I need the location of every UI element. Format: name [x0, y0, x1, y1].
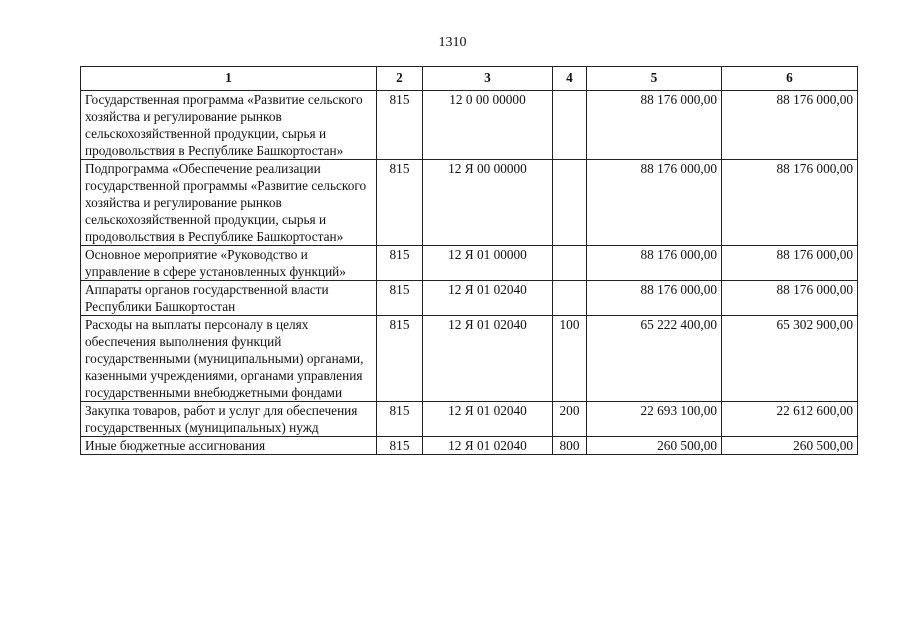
- target-article-code: 12 Я 01 02040: [423, 316, 553, 402]
- target-article-code: 12 Я 01 00000: [423, 246, 553, 281]
- amount-col-6: 88 176 000,00: [722, 281, 858, 316]
- amount-col-6: 22 612 600,00: [722, 402, 858, 437]
- amount-col-6: 88 176 000,00: [722, 160, 858, 246]
- header-col-2: 2: [377, 67, 423, 91]
- table-row: [81, 316, 858, 402]
- header-col-6: 6: [722, 67, 858, 91]
- amount-col-5: 65 222 400,00: [587, 316, 722, 402]
- header-col-3: 3: [423, 67, 553, 91]
- expense-type-code: [553, 91, 587, 160]
- target-article-code: 12 0 00 00000: [423, 91, 553, 160]
- table-row: [81, 91, 858, 160]
- row-name: Расходы на выплаты персоналу в целях обеспечения выполнения функций государственными (муниципальными) органами, казенными учреждениями, органами управления государственными внебюджетными фондами: [81, 316, 377, 402]
- row-name: Основное мероприятие «Руководство и управление в сфере установленных функций»: [81, 246, 377, 281]
- table-row: [81, 402, 858, 437]
- amount-col-5: 260 500,00: [587, 437, 722, 455]
- target-article-code: 12 Я 01 02040: [423, 281, 553, 316]
- amount-col-6: 88 176 000,00: [722, 246, 858, 281]
- target-article-code: 12 Я 01 02040: [423, 402, 553, 437]
- amount-col-5: 88 176 000,00: [587, 91, 722, 160]
- row-name: Аппараты органов государственной власти Республики Башкортостан: [81, 281, 377, 316]
- amount-col-5: 88 176 000,00: [587, 246, 722, 281]
- table-row: [81, 437, 858, 455]
- table-row: [81, 281, 858, 316]
- ministry-code: 815: [377, 246, 423, 281]
- target-article-code: 12 Я 00 00000: [423, 160, 553, 246]
- ministry-code: 815: [377, 437, 423, 455]
- row-name: Иные бюджетные ассигнования: [81, 437, 377, 455]
- table-header-row: [81, 67, 858, 91]
- header-col-5: 5: [587, 67, 722, 91]
- row-name: Подпрограмма «Обеспечение реализации государственной программы «Развитие сельского хозяйства и регулирование рынков сельскохозяйственной продукции, сырья и продовольствия в Республике Башкортостан»: [81, 160, 377, 246]
- amount-col-5: 88 176 000,00: [587, 160, 722, 246]
- amount-col-6: 88 176 000,00: [722, 91, 858, 160]
- ministry-code: 815: [377, 281, 423, 316]
- page-number: 1310: [438, 35, 467, 50]
- amount-col-6: 65 302 900,00: [722, 316, 858, 402]
- expense-type-code: [553, 160, 587, 246]
- amount-col-6: 260 500,00: [722, 437, 858, 455]
- header-col-4: 4: [553, 67, 587, 91]
- target-article-code: 12 Я 01 02040: [423, 437, 553, 455]
- expense-type-code: 200: [553, 402, 587, 437]
- amount-col-5: 22 693 100,00: [587, 402, 722, 437]
- table-row: [81, 246, 858, 281]
- budget-table: [80, 66, 858, 455]
- ministry-code: 815: [377, 160, 423, 246]
- expense-type-code: 800: [553, 437, 587, 455]
- header-col-1: 1: [81, 67, 377, 91]
- amount-col-5: 88 176 000,00: [587, 281, 722, 316]
- ministry-code: 815: [377, 316, 423, 402]
- table-row: [81, 160, 858, 246]
- ministry-code: 815: [377, 91, 423, 160]
- ministry-code: 815: [377, 402, 423, 437]
- row-name: Государственная программа «Развитие сельского хозяйства и регулирование рынков сельскохозяйственной продукции, сырья и продовольствия в Республике Башкортостан»: [81, 91, 377, 160]
- expense-type-code: [553, 246, 587, 281]
- row-name: Закупка товаров, работ и услуг для обеспечения государственных (муниципальных) нужд: [81, 402, 377, 437]
- expense-type-code: 100: [553, 316, 587, 402]
- expense-type-code: [553, 281, 587, 316]
